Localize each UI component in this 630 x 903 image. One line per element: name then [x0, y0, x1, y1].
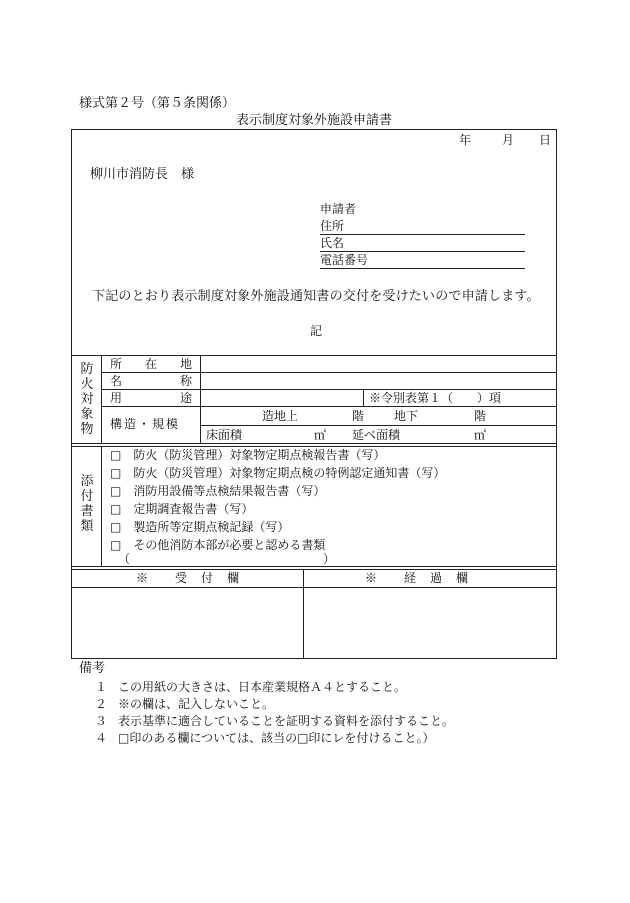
applicant-name-label: 氏名	[320, 236, 345, 250]
note-num: ３	[95, 714, 108, 728]
structure-zoujou: 造地上	[262, 409, 299, 423]
location-label-3: 地	[180, 357, 193, 371]
checkbox-icon: □	[110, 538, 122, 552]
name-label-1: 名	[110, 374, 123, 388]
use-label-1: 用	[110, 391, 123, 405]
note-num: ２	[95, 697, 108, 711]
other-open-paren: （	[118, 552, 131, 566]
checkbox-icon: □	[110, 502, 122, 516]
form-title: 表示制度対象外施設申請書	[236, 113, 393, 128]
attachments-group-label: 添 付 書 類	[80, 474, 94, 534]
notes-title: 備考	[79, 661, 106, 676]
attachment-item[interactable]: □ 消防用設備等点検結果報告書（写）	[110, 484, 326, 498]
structure-label: 構造・規模	[110, 417, 181, 431]
checkbox-icon: □	[110, 448, 122, 462]
target-group-label: 防 火 対 象 物	[80, 362, 94, 437]
location-label-1: 所	[110, 357, 123, 371]
checkbox-icon: □	[110, 466, 122, 480]
progress-header: ※ 経 過 欄	[365, 571, 470, 585]
applicant-address-label: 住所	[320, 219, 345, 233]
note-num: １	[95, 680, 108, 694]
structure-kai-2: 階	[474, 409, 487, 423]
name-label-2: 称	[180, 374, 193, 388]
checkbox-icon: □	[110, 484, 122, 498]
checkbox-icon: □	[110, 520, 122, 534]
other-close-paren: ）	[323, 552, 336, 566]
structure-chika: 地下	[394, 409, 419, 423]
appendix-table[interactable]: ※令別表第１（ ）項	[369, 391, 502, 405]
date-year: 年	[459, 133, 472, 147]
floor-area-unit: ㎡	[314, 428, 327, 442]
date-day: 日	[539, 133, 552, 147]
attachment-item[interactable]: □ 防火（防災管理）対象物定期点検報告書（写）	[110, 448, 386, 462]
applicant-phone-field[interactable]	[320, 253, 525, 269]
floor-area-label: 床面積	[206, 428, 243, 442]
applicant-address-field[interactable]	[320, 219, 525, 235]
date-month: 月	[502, 133, 515, 147]
applicant-label: 申請者	[320, 202, 357, 216]
reception-header: ※ 受 付 欄	[136, 571, 241, 585]
location-label-2: 在	[145, 357, 158, 371]
total-area-label: 延べ面積	[352, 428, 401, 442]
note-text: この用紙の大きさは、日本産業規格Ａ４とすること。	[118, 680, 407, 694]
applicant-phone-label: 電話番号	[320, 253, 369, 267]
attachment-item[interactable]: □ 定期調査報告書（写）	[110, 502, 254, 516]
total-area-unit: ㎡	[474, 428, 487, 442]
note-text: ※の欄は、記入しないこと。	[118, 697, 275, 711]
attachment-item[interactable]: □ 防火（防災管理）対象物定期点検の特例認定通知書（写）	[110, 466, 446, 480]
use-label-2: 途	[180, 391, 193, 405]
form-number: 様式第２号（第５条関係）	[79, 96, 236, 111]
request-text: 下記のとおり表示制度対象外施設通知書の交付を受けたいので申請します。	[92, 289, 540, 304]
note-num: ４	[95, 731, 108, 745]
ki-label: 記	[310, 324, 323, 338]
structure-kai-1: 階	[352, 409, 365, 423]
addressee: 柳川市消防長 様	[90, 167, 195, 182]
attachment-item[interactable]: □ その他消防本部が必要と認める書類	[110, 538, 326, 552]
note-text: 表示基準に適合していることを証明する資料を添付すること。	[118, 714, 455, 728]
applicant-name-field[interactable]	[320, 236, 525, 252]
note-text: □印のある欄については、該当の□印にレを付けること。）	[118, 731, 435, 745]
attachment-item[interactable]: □ 製造所等定期点検記録（写）	[110, 520, 290, 534]
